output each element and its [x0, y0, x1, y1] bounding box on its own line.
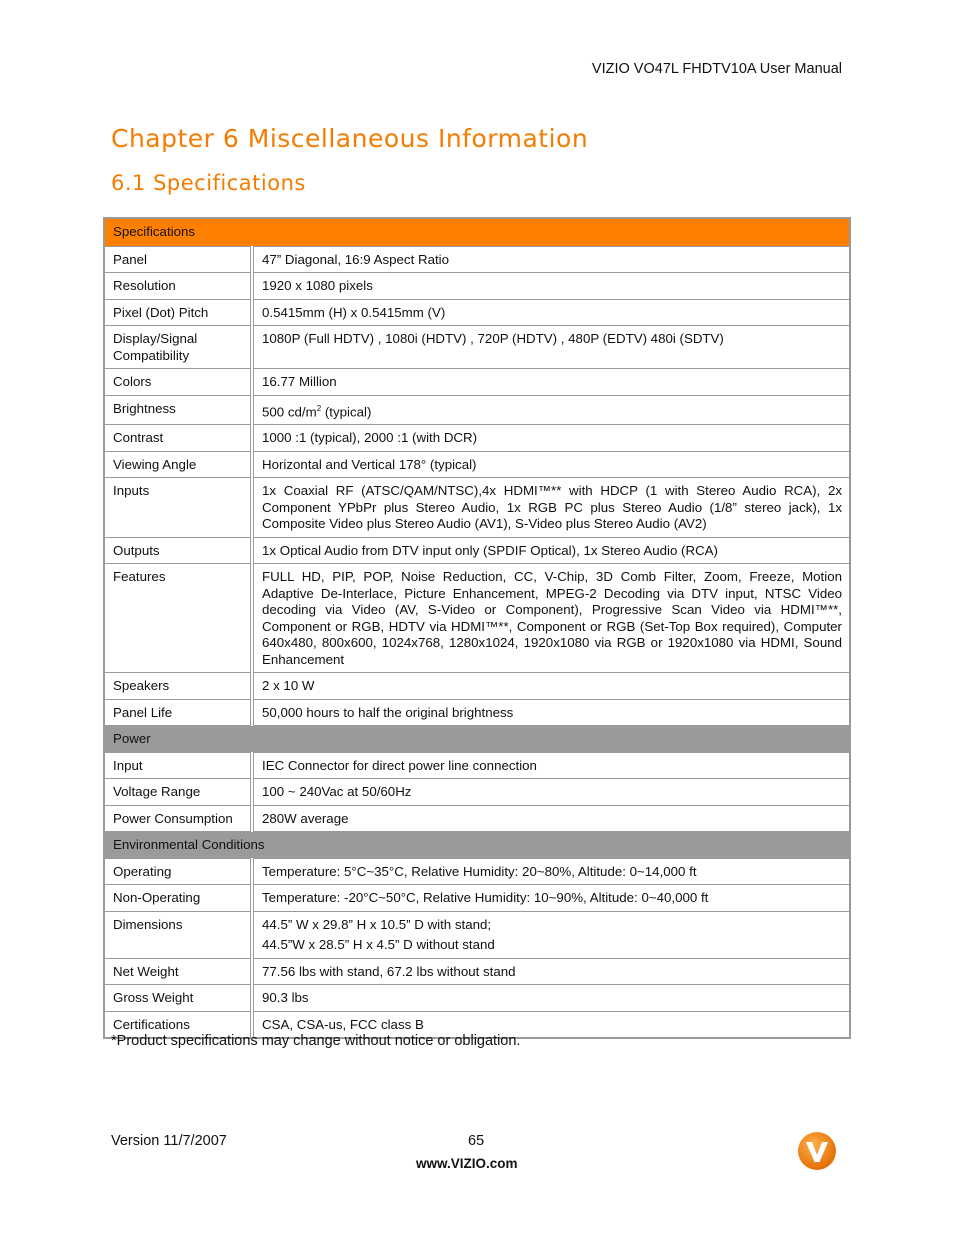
spec-value: IEC Connector for direct power line connection: [252, 752, 850, 779]
spec-value: [252, 911, 850, 958]
spec-row-display-compatibility: [104, 326, 850, 369]
spec-value: 77.56 lbs with stand, 67.2 lbs without stand: [252, 958, 850, 985]
spec-label: Inputs: [104, 478, 252, 538]
spec-value: 90.3 lbs: [252, 985, 850, 1012]
spec-row-voltage-range: [104, 779, 850, 806]
spec-row-panel: [104, 246, 850, 273]
brightness-value: 500 cd/m: [262, 403, 317, 419]
spec-row-inputs: [104, 478, 850, 538]
spec-value: 1x Coaxial RF (ATSC/QAM/NTSC),4x HDMI™** with HDCP (1 with Stereo Audio RCA), 2x Component YPbPr plus Stereo Audio, 1x RGB PC plus Stereo Audio (1/8” stereo jack), 1x Composite Video plus Stereo Audio (AV1), S-Video plus Stereo Audio (AV2): [252, 478, 850, 538]
spec-value: Temperature: 5°C~35°C, Relative Humidity: 20~80%, Altitude: 0~14,000 ft: [252, 858, 850, 885]
spec-row-contrast: [104, 425, 850, 452]
spec-label: Input: [104, 752, 252, 779]
specifications-table: [103, 217, 851, 1039]
spec-label: Certifications: [104, 1011, 252, 1038]
document-header-title: VIZIO VO47L FHDTV10A User Manual: [591, 61, 842, 77]
footer-page-number: 65: [468, 1133, 485, 1149]
spec-label: Speakers: [104, 673, 252, 700]
spec-label: Features: [104, 564, 252, 673]
spec-label: Display/Signal Compatibility: [104, 326, 252, 369]
spec-label: Contrast: [104, 425, 252, 452]
footer-version: Version 11/7/2007: [111, 1133, 227, 1149]
spec-label: Panel Life: [104, 699, 252, 726]
chapter-title: Chapter 6 Miscellaneous Information: [111, 124, 589, 153]
spec-label: Viewing Angle: [104, 451, 252, 478]
spec-value: 100 ~ 240Vac at 50/60Hz: [252, 779, 850, 806]
spec-row-net-weight: [104, 958, 850, 985]
spec-label: Non-Operating: [104, 885, 252, 912]
spec-value: 0.5415mm (H) x 0.5415mm (V): [252, 299, 850, 326]
group-header-label: Environmental Conditions: [104, 832, 850, 859]
spec-value: CSA, CSA-us, FCC class B: [252, 1011, 850, 1038]
spec-value: 50,000 hours to half the original brightness: [252, 699, 850, 726]
group-header-label: Specifications: [104, 218, 850, 246]
vizio-v-logo-icon: [797, 1131, 837, 1171]
spec-value: 1080P (Full HDTV) , 1080i (HDTV) , 720P (HDTV) , 480P (EDTV) 480i (SDTV): [252, 326, 850, 369]
spec-value: Temperature: -20°C~50°C, Relative Humidity: 10~90%, Altitude: 0~40,000 ft: [252, 885, 850, 912]
spec-value: 280W average: [252, 805, 850, 832]
spec-value: 47” Diagonal, 16:9 Aspect Ratio: [252, 246, 850, 273]
spec-row-panel-life: [104, 699, 850, 726]
spec-row-viewing-angle: [104, 451, 850, 478]
specifications-footnote: *Product specifications may change without notice or obligation.: [111, 1033, 521, 1049]
spec-label: Brightness: [104, 395, 252, 425]
spec-label: Operating: [104, 858, 252, 885]
spec-value: 1920 x 1080 pixels: [252, 273, 850, 300]
spec-value: 1x Optical Audio from DTV input only (SPDIF Optical), 1x Stereo Audio (RCA): [252, 537, 850, 564]
spec-row-non-operating: [104, 885, 850, 912]
group-header-power: [104, 726, 850, 753]
group-header-label: Power: [104, 726, 850, 753]
spec-value: 16.77 Million: [252, 369, 850, 396]
spec-row-power-consumption: [104, 805, 850, 832]
spec-label: Dimensions: [104, 911, 252, 958]
footer-website: www.VIZIO.com: [416, 1156, 518, 1171]
spec-label: Outputs: [104, 537, 252, 564]
spec-row-brightness: [104, 395, 850, 425]
dimensions-without-stand: 44.5”W x 28.5” H x 4.5” D without stand: [262, 937, 495, 953]
spec-label: Voltage Range: [104, 779, 252, 806]
dimensions-with-stand: 44.5” W x 29.8” H x 10.5” D with stand;: [262, 916, 492, 932]
group-header-environmental: [104, 832, 850, 859]
spec-row-features: [104, 564, 850, 673]
spec-value: 2 x 10 W: [252, 673, 850, 700]
spec-value: Horizontal and Vertical 178° (typical): [252, 451, 850, 478]
spec-label: Resolution: [104, 273, 252, 300]
spec-label: Pixel (Dot) Pitch: [104, 299, 252, 326]
brightness-qualifier: (typical): [321, 403, 372, 419]
spec-label: Gross Weight: [104, 985, 252, 1012]
superscript-exponent: 2: [316, 403, 322, 413]
spec-row-operating: [104, 858, 850, 885]
spec-value: [252, 395, 850, 425]
spec-label: Colors: [104, 369, 252, 396]
spec-row-outputs: [104, 537, 850, 564]
spec-row-speakers: [104, 673, 850, 700]
section-title: 6.1 Specifications: [111, 171, 306, 195]
spec-row-power-input: [104, 752, 850, 779]
spec-row-pixel-pitch: [104, 299, 850, 326]
group-header-specifications: [104, 218, 850, 246]
spec-value: 1000 :1 (typical), 2000 :1 (with DCR): [252, 425, 850, 452]
spec-row-colors: [104, 369, 850, 396]
spec-label: Panel: [104, 246, 252, 273]
spec-row-gross-weight: [104, 985, 850, 1012]
spec-row-resolution: [104, 273, 850, 300]
spec-label: Net Weight: [104, 958, 252, 985]
spec-value: FULL HD, PIP, POP, Noise Reduction, CC, V-Chip, 3D Comb Filter, Zoom, Freeze, Motion Adaptive De-Interlace, Picture Enhancement, MPEG-2 Decoding via DTV input, NTSC Video decoding via Video (AV, S-Video or Component), Progressive Scan Video via HDMI™**, Component or RGB, HDTV via HDMI™**, Component or RGB (Set-Top Box required), Computer 640x480, 800x600, 1024x768, 1280x1024, 1920x1080 via RGB or 1920x1080 via HDMI, Sound Enhancement: [252, 564, 850, 673]
spec-row-dimensions: [104, 911, 850, 958]
spec-label: Power Consumption: [104, 805, 252, 832]
